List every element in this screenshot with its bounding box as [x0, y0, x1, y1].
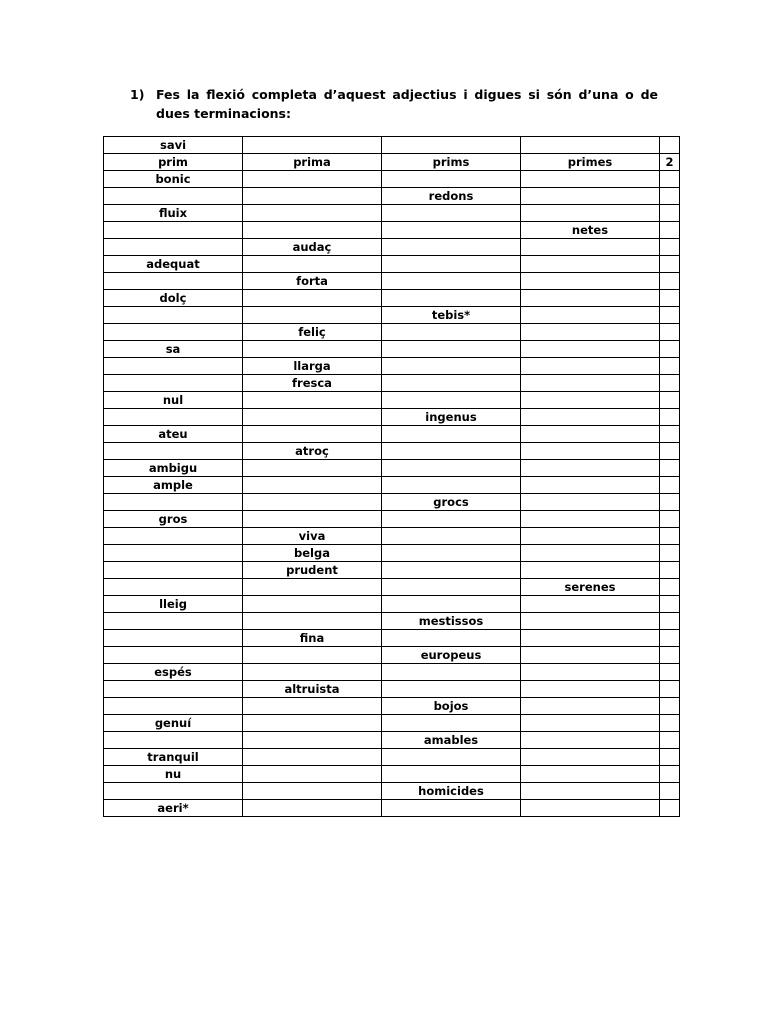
cell-feminine-plural: netes — [521, 222, 660, 239]
cell-masculine-singular: bonic — [104, 171, 243, 188]
table-row — [104, 749, 680, 766]
table-row — [104, 630, 680, 647]
table-row — [104, 664, 680, 681]
cell-masculine-plural — [382, 341, 521, 358]
table-row — [104, 596, 680, 613]
cell-masculine-plural — [382, 460, 521, 477]
table-row — [104, 732, 680, 749]
cell-terminations — [660, 511, 680, 528]
cell-terminations — [660, 239, 680, 256]
cell-feminine-singular: belga — [243, 545, 382, 562]
cell-feminine-plural — [521, 137, 660, 154]
cell-feminine-plural — [521, 273, 660, 290]
cell-masculine-plural — [382, 358, 521, 375]
cell-masculine-plural: prims — [382, 154, 521, 171]
cell-feminine-singular — [243, 800, 382, 817]
cell-masculine-singular: ateu — [104, 426, 243, 443]
cell-terminations — [660, 358, 680, 375]
cell-masculine-plural: grocs — [382, 494, 521, 511]
cell-feminine-plural — [521, 205, 660, 222]
cell-feminine-plural — [521, 375, 660, 392]
exercise-question — [130, 85, 658, 123]
cell-masculine-plural — [382, 528, 521, 545]
cell-feminine-singular — [243, 664, 382, 681]
cell-feminine-singular — [243, 392, 382, 409]
inflection-table — [103, 136, 680, 817]
cell-terminations — [660, 715, 680, 732]
cell-feminine-plural — [521, 443, 660, 460]
cell-terminations — [660, 137, 680, 154]
cell-masculine-plural — [382, 375, 521, 392]
cell-feminine-plural — [521, 324, 660, 341]
cell-masculine-singular — [104, 783, 243, 800]
cell-masculine-singular — [104, 494, 243, 511]
cell-masculine-singular: tranquil — [104, 749, 243, 766]
cell-masculine-singular — [104, 239, 243, 256]
cell-terminations — [660, 324, 680, 341]
cell-feminine-singular: fresca — [243, 375, 382, 392]
cell-masculine-singular: nu — [104, 766, 243, 783]
cell-masculine-singular — [104, 732, 243, 749]
table-row — [104, 681, 680, 698]
cell-masculine-singular — [104, 409, 243, 426]
cell-feminine-plural — [521, 664, 660, 681]
cell-feminine-plural — [521, 171, 660, 188]
cell-masculine-plural: tebis* — [382, 307, 521, 324]
cell-masculine-singular — [104, 443, 243, 460]
table-row — [104, 579, 680, 596]
cell-masculine-singular: dolç — [104, 290, 243, 307]
cell-feminine-singular — [243, 171, 382, 188]
table-row — [104, 647, 680, 664]
cell-feminine-plural: primes — [521, 154, 660, 171]
cell-terminations — [660, 766, 680, 783]
cell-feminine-plural — [521, 647, 660, 664]
table-row — [104, 494, 680, 511]
cell-feminine-singular — [243, 256, 382, 273]
cell-terminations — [660, 732, 680, 749]
cell-feminine-singular — [243, 749, 382, 766]
table-row — [104, 171, 680, 188]
cell-terminations — [660, 596, 680, 613]
cell-terminations — [660, 630, 680, 647]
cell-terminations — [660, 800, 680, 817]
cell-feminine-singular — [243, 477, 382, 494]
cell-terminations — [660, 749, 680, 766]
table-row — [104, 375, 680, 392]
cell-masculine-plural: amables — [382, 732, 521, 749]
cell-feminine-plural — [521, 307, 660, 324]
cell-feminine-singular: atroç — [243, 443, 382, 460]
table-row — [104, 613, 680, 630]
cell-masculine-plural — [382, 579, 521, 596]
cell-terminations — [660, 392, 680, 409]
cell-feminine-singular — [243, 783, 382, 800]
cell-terminations — [660, 477, 680, 494]
cell-feminine-singular — [243, 715, 382, 732]
cell-masculine-singular: nul — [104, 392, 243, 409]
cell-masculine-singular: adequat — [104, 256, 243, 273]
cell-feminine-plural — [521, 545, 660, 562]
cell-masculine-plural: europeus — [382, 647, 521, 664]
cell-terminations — [660, 171, 680, 188]
table-row — [104, 460, 680, 477]
cell-feminine-plural — [521, 749, 660, 766]
cell-masculine-plural — [382, 545, 521, 562]
table-row — [104, 137, 680, 154]
cell-feminine-singular: forta — [243, 273, 382, 290]
cell-feminine-plural — [521, 188, 660, 205]
cell-feminine-singular — [243, 732, 382, 749]
cell-terminations — [660, 443, 680, 460]
cell-feminine-plural — [521, 290, 660, 307]
cell-masculine-plural — [382, 477, 521, 494]
cell-feminine-singular: altruista — [243, 681, 382, 698]
cell-feminine-plural — [521, 715, 660, 732]
cell-masculine-plural — [382, 137, 521, 154]
cell-terminations — [660, 188, 680, 205]
cell-feminine-singular — [243, 613, 382, 630]
table-row — [104, 290, 680, 307]
cell-terminations — [660, 647, 680, 664]
cell-feminine-singular — [243, 290, 382, 307]
cell-masculine-plural — [382, 562, 521, 579]
table-row — [104, 783, 680, 800]
cell-masculine-plural — [382, 324, 521, 341]
cell-masculine-plural — [382, 171, 521, 188]
cell-terminations — [660, 307, 680, 324]
cell-masculine-singular — [104, 307, 243, 324]
cell-feminine-singular — [243, 307, 382, 324]
cell-terminations — [660, 579, 680, 596]
cell-masculine-singular — [104, 358, 243, 375]
cell-masculine-plural — [382, 205, 521, 222]
cell-terminations — [660, 528, 680, 545]
cell-feminine-singular: audaç — [243, 239, 382, 256]
cell-masculine-singular — [104, 222, 243, 239]
question-text: Fes la flexió completa d’aquest adjectius i digues si són d’una o de dues terminacions: — [156, 87, 658, 121]
table-row — [104, 409, 680, 426]
cell-masculine-singular: ample — [104, 477, 243, 494]
table-row — [104, 545, 680, 562]
cell-masculine-singular — [104, 613, 243, 630]
cell-terminations — [660, 426, 680, 443]
table-row — [104, 273, 680, 290]
cell-masculine-singular: sa — [104, 341, 243, 358]
cell-masculine-plural — [382, 715, 521, 732]
cell-masculine-singular — [104, 188, 243, 205]
cell-feminine-plural — [521, 681, 660, 698]
cell-feminine-plural — [521, 783, 660, 800]
cell-masculine-singular — [104, 528, 243, 545]
cell-feminine-singular — [243, 426, 382, 443]
cell-feminine-singular: prudent — [243, 562, 382, 579]
cell-feminine-plural — [521, 409, 660, 426]
cell-terminations — [660, 681, 680, 698]
table-row — [104, 528, 680, 545]
table-row — [104, 392, 680, 409]
cell-feminine-singular: viva — [243, 528, 382, 545]
table-row — [104, 307, 680, 324]
table-row — [104, 324, 680, 341]
cell-feminine-singular: fina — [243, 630, 382, 647]
cell-feminine-singular — [243, 341, 382, 358]
cell-terminations — [660, 256, 680, 273]
cell-feminine-singular — [243, 511, 382, 528]
cell-feminine-singular — [243, 188, 382, 205]
cell-masculine-singular: aeri* — [104, 800, 243, 817]
cell-masculine-singular — [104, 698, 243, 715]
cell-masculine-singular: espés — [104, 664, 243, 681]
cell-masculine-singular — [104, 375, 243, 392]
cell-feminine-plural — [521, 460, 660, 477]
cell-terminations — [660, 562, 680, 579]
cell-feminine-plural — [521, 239, 660, 256]
cell-feminine-singular — [243, 460, 382, 477]
cell-feminine-singular — [243, 698, 382, 715]
cell-feminine-plural — [521, 732, 660, 749]
cell-terminations — [660, 409, 680, 426]
cell-feminine-singular — [243, 579, 382, 596]
table-row — [104, 222, 680, 239]
cell-masculine-singular — [104, 324, 243, 341]
cell-feminine-singular — [243, 596, 382, 613]
table-row — [104, 358, 680, 375]
cell-feminine-singular — [243, 766, 382, 783]
cell-terminations — [660, 494, 680, 511]
cell-masculine-plural: ingenus — [382, 409, 521, 426]
cell-terminations — [660, 783, 680, 800]
cell-feminine-plural — [521, 528, 660, 545]
cell-terminations — [660, 613, 680, 630]
cell-masculine-singular: lleig — [104, 596, 243, 613]
cell-feminine-plural — [521, 766, 660, 783]
cell-feminine-singular — [243, 647, 382, 664]
cell-feminine-singular — [243, 494, 382, 511]
cell-feminine-singular — [243, 205, 382, 222]
cell-feminine-plural — [521, 392, 660, 409]
table-row — [104, 477, 680, 494]
table-row — [104, 426, 680, 443]
cell-masculine-singular — [104, 647, 243, 664]
cell-masculine-singular — [104, 545, 243, 562]
cell-feminine-plural — [521, 256, 660, 273]
cell-terminations — [660, 664, 680, 681]
cell-masculine-singular — [104, 681, 243, 698]
table-row — [104, 766, 680, 783]
cell-terminations — [660, 460, 680, 477]
cell-masculine-plural: redons — [382, 188, 521, 205]
cell-masculine-singular — [104, 562, 243, 579]
table-row — [104, 715, 680, 732]
cell-masculine-plural — [382, 273, 521, 290]
inflection-table-body — [104, 137, 680, 817]
cell-terminations — [660, 205, 680, 222]
cell-terminations — [660, 222, 680, 239]
cell-feminine-plural — [521, 494, 660, 511]
cell-feminine-singular — [243, 222, 382, 239]
cell-terminations — [660, 273, 680, 290]
table-row — [104, 698, 680, 715]
cell-masculine-singular: genuí — [104, 715, 243, 732]
cell-feminine-plural — [521, 596, 660, 613]
cell-masculine-plural — [382, 256, 521, 273]
cell-terminations — [660, 698, 680, 715]
cell-masculine-plural: mestissos — [382, 613, 521, 630]
table-row — [104, 341, 680, 358]
table-row — [104, 800, 680, 817]
table-row — [104, 562, 680, 579]
cell-terminations — [660, 545, 680, 562]
cell-masculine-singular: ambigu — [104, 460, 243, 477]
cell-masculine-plural — [382, 681, 521, 698]
cell-masculine-singular: fluix — [104, 205, 243, 222]
cell-masculine-plural — [382, 664, 521, 681]
cell-feminine-plural — [521, 426, 660, 443]
cell-feminine-singular: llarga — [243, 358, 382, 375]
cell-masculine-singular — [104, 630, 243, 647]
cell-feminine-singular — [243, 409, 382, 426]
cell-masculine-plural — [382, 426, 521, 443]
cell-masculine-singular — [104, 273, 243, 290]
cell-feminine-plural: serenes — [521, 579, 660, 596]
cell-masculine-plural — [382, 800, 521, 817]
cell-masculine-plural — [382, 511, 521, 528]
cell-feminine-plural — [521, 698, 660, 715]
cell-masculine-plural — [382, 239, 521, 256]
cell-masculine-plural: bojos — [382, 698, 521, 715]
cell-feminine-singular: prima — [243, 154, 382, 171]
table-row — [104, 154, 680, 171]
cell-masculine-singular: prim — [104, 154, 243, 171]
cell-terminations — [660, 290, 680, 307]
table-row — [104, 239, 680, 256]
question-number: 1) — [130, 87, 145, 102]
cell-feminine-plural — [521, 511, 660, 528]
cell-masculine-plural — [382, 290, 521, 307]
cell-masculine-plural — [382, 222, 521, 239]
cell-masculine-plural — [382, 443, 521, 460]
table-row — [104, 443, 680, 460]
cell-feminine-singular — [243, 137, 382, 154]
cell-masculine-singular: gros — [104, 511, 243, 528]
cell-feminine-singular: feliç — [243, 324, 382, 341]
table-row — [104, 256, 680, 273]
cell-masculine-plural — [382, 766, 521, 783]
cell-masculine-plural: homicides — [382, 783, 521, 800]
cell-masculine-singular: savi — [104, 137, 243, 154]
cell-masculine-plural — [382, 749, 521, 766]
cell-feminine-plural — [521, 800, 660, 817]
cell-feminine-plural — [521, 341, 660, 358]
cell-terminations — [660, 341, 680, 358]
cell-masculine-singular — [104, 579, 243, 596]
cell-masculine-plural — [382, 630, 521, 647]
cell-feminine-plural — [521, 630, 660, 647]
cell-terminations — [660, 375, 680, 392]
table-row — [104, 205, 680, 222]
cell-feminine-plural — [521, 613, 660, 630]
cell-feminine-plural — [521, 477, 660, 494]
cell-masculine-plural — [382, 596, 521, 613]
table-row — [104, 511, 680, 528]
cell-terminations: 2 — [660, 154, 680, 171]
cell-masculine-plural — [382, 392, 521, 409]
cell-feminine-plural — [521, 358, 660, 375]
cell-feminine-plural — [521, 562, 660, 579]
table-row — [104, 188, 680, 205]
